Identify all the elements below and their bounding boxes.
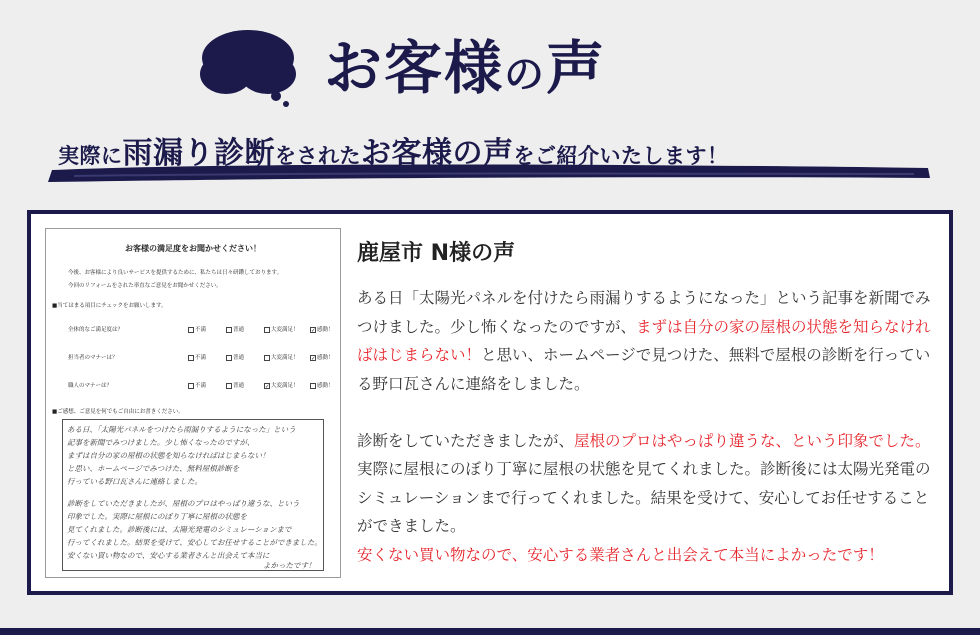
survey-comment-box [62, 419, 324, 571]
survey-row: 職人のマナーは？ 不満 普通 ✓大変満足！ 感動！ [68, 383, 334, 390]
handwriting-line: よかったです！ [263, 561, 316, 570]
handwriting-line: と思い、ホームページでみつけた、無料屋根診断を [67, 464, 240, 473]
subtitle-text: 実際に雨漏り診断をされたお客様の声をご紹介いたします！ [58, 136, 729, 171]
page-title-block [196, 22, 716, 114]
survey-sheet-image [45, 228, 341, 578]
footer-divider [0, 628, 980, 635]
testimonial-paragraph: 診断をしていただきましたが、屋根のプロはやっぱり違うな、という印象でした。実際に屋根にのぼり丁寧に屋根の状態を見てくれました。診断後には太陽光発電のシミュレーションまで行ってくれました。結果を受けて、安心してお任せすることができました。 [357, 431, 931, 535]
survey-title: お客様の満足度をお聞かせください！ [125, 244, 261, 253]
testimonial-card [27, 210, 953, 595]
survey-question-head: ■当てはまる項目にチェックをお願いします。 [52, 303, 167, 309]
handwriting-line: 見てくれました。診断後には、太陽光発電のシミュレーションまで [67, 525, 292, 534]
page-title: お客様の声 [324, 34, 607, 102]
handwriting-line: 記事を新聞でみつけました。少し怖くなったのですが、 [67, 438, 255, 447]
handwriting-line: ある日、「太陽光パネルをつけたら雨漏りするようになった」という [67, 425, 296, 434]
survey-row: 担当者のマナーは？ 不満 普通 大変満足！ ✓感動！ [68, 355, 334, 362]
survey-comment-head: ■ご感想、ご意見を何でもご自由にお書きください。 [52, 409, 184, 415]
subtitle-ribbon [44, 132, 934, 178]
handwriting-line: 安くない買い物なので、安心する業者さんと出会えて本当に [67, 551, 270, 560]
testimonial-body [357, 284, 937, 569]
testimonial-title: 鹿屋市 N様の声 [357, 241, 516, 266]
handwriting-line: 診断をしていただきましたが、屋根のプロはやっぱり違うな、という [67, 499, 300, 508]
speech-bubble-icon [196, 22, 306, 114]
survey-intro: 今後、お客様により良いサービスを提供するために、私たちは日々研鑽しております。 今回のリフォームをされた率直なご意見をお聞かせください。 [68, 270, 283, 289]
testimonial-card-inner [31, 214, 949, 591]
handwriting-line: 行ってくれました。結果を受けて、安心してお任せすることができました。 [67, 538, 322, 547]
handwriting-line: まずは自分の家の屋根の状態を知らなければはじまらない！ [67, 451, 270, 460]
testimonial-closing: 安くない買い物なので、安心する業者さんと出会えて本当によかったです！ [357, 545, 884, 564]
testimonial-paragraph: ある日「太陽光パネルを付けたら雨漏りするようになった」という記事を新聞でみつけました。少し怖くなったのですが、まずは自分の家の屋根の状態を知らなければはじまらない！と思い、ホームページで見つけた、無料で屋根の診断を行っている野口瓦さんに連絡をしました。 [357, 289, 931, 393]
handwriting-line: 行っている野口瓦さんに連絡しました。 [67, 477, 202, 486]
survey-row: 全体的なご満足度は？ 不満 普通 大変満足！ ✓感動！ [68, 327, 334, 334]
handwriting-line: 印象でした。実際に屋根にのぼり丁寧に屋根の状態を [67, 512, 247, 521]
